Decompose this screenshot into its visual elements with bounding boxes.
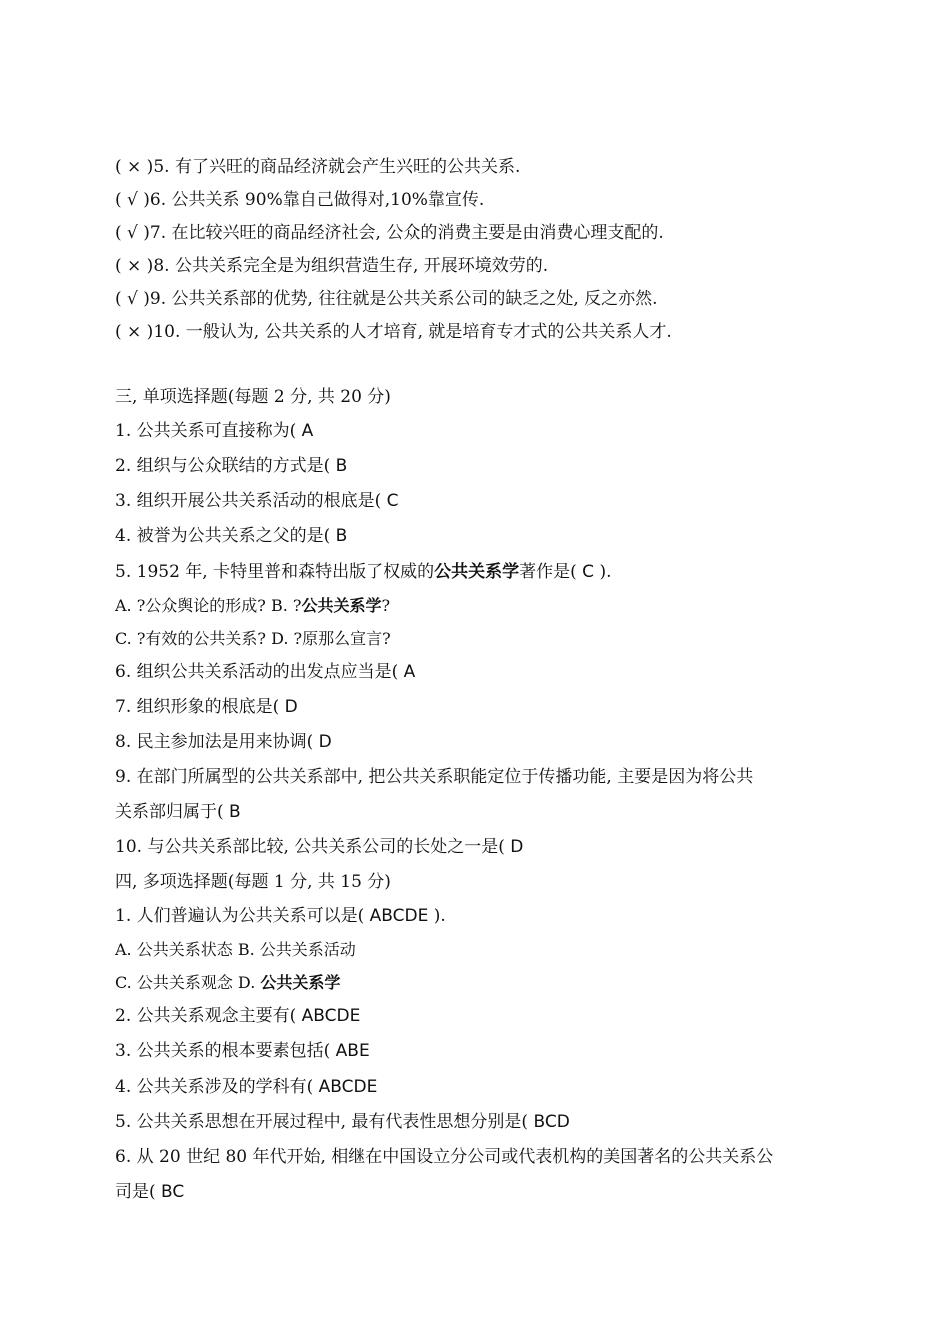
question-text: 4. 被誉为公共关系之父的是( xyxy=(115,526,331,546)
question-text: 5. 公共关系思想在开展过程中, 最有代表性思想分别是( xyxy=(115,1112,529,1132)
judgement-mark: ( × ) xyxy=(115,157,154,177)
option-end: ? xyxy=(381,596,391,615)
answer: ABE xyxy=(330,1041,370,1061)
question-text: 5. 1952 年, 卡特里普和森特出版了权威的 xyxy=(115,562,435,582)
question-text: 8. 民主参加法是用来协调( xyxy=(115,732,314,752)
answer: ABCDE xyxy=(313,1077,378,1097)
section-heading-multi-choice: 四, 多项选择题(每题 1 分, 共 15 分) xyxy=(115,872,391,892)
bold-term: 公共关系学 xyxy=(260,973,341,992)
question-text: 2. 公共关系观念主要有( xyxy=(115,1006,297,1026)
answer: D xyxy=(279,697,298,717)
question-text: 6. 组织公共关系活动的出发点应当是( xyxy=(115,662,399,682)
question-end: ). xyxy=(599,562,612,582)
question-text: 3. 公共关系的根本要素包括( xyxy=(115,1041,331,1061)
answer: C xyxy=(576,562,600,582)
single-question-6 xyxy=(115,661,415,683)
judgement-item-9 xyxy=(115,288,658,310)
answer: C xyxy=(381,491,399,511)
answer: D xyxy=(313,732,332,752)
question-text: 关系部归属于( xyxy=(115,802,224,822)
single-question-1 xyxy=(115,420,313,442)
judgement-text: 6. 公共关系 90%靠自己做得对,10%靠宣传. xyxy=(149,190,485,210)
judgement-text: 8. 公共关系完全是为组织营造生存, 开展环境效劳的. xyxy=(153,256,549,276)
judgement-text: 5. 有了兴旺的商品经济就会产生兴旺的公共关系. xyxy=(153,157,521,177)
single-question-5 xyxy=(115,561,611,583)
single-question-9-line-2 xyxy=(115,801,241,823)
question-text: 1. 公共关系可直接称为( xyxy=(115,421,297,441)
question-text: 3. 组织开展公共关系活动的根底是( xyxy=(115,491,382,511)
answer: D xyxy=(504,837,524,857)
judgement-item-7 xyxy=(115,222,664,244)
multi-question-6-line-1: 6. 从 20 世纪 80 年代开始, 相继在中国设立分公司或代表机构的美国著名的公共关系公 xyxy=(115,1147,774,1167)
bold-term: 公共关系学 xyxy=(301,596,382,615)
option-text: C. 公共关系观念 D. xyxy=(115,973,261,992)
single-question-5-options-cd: C. ?有效的公共关系? D. ?原那么宣言? xyxy=(115,629,391,648)
question-text: 1. 人们普遍认为公共关系可以是( xyxy=(115,906,365,926)
answer: ABCDE xyxy=(364,906,434,926)
answer: B xyxy=(330,456,348,476)
multi-question-6-line-2 xyxy=(115,1181,184,1203)
single-question-4 xyxy=(115,525,347,547)
question-text: 司是( xyxy=(115,1182,156,1202)
question-text: 10. 与公共关系部比较, 公共关系公司的长处之一是( xyxy=(115,837,505,857)
question-end: ). xyxy=(433,906,446,926)
judgement-mark: ( × ) xyxy=(115,322,154,342)
judgement-text: 7. 在比较兴旺的商品经济社会, 公众的消费主要是由消费心理支配的. xyxy=(149,223,664,243)
judgement-item-6 xyxy=(115,189,484,211)
judgement-item-5 xyxy=(115,156,520,178)
judgement-text: 10. 一般认为, 公共关系的人才培育, 就是培育专才式的公共关系人才. xyxy=(153,322,672,342)
single-question-7 xyxy=(115,696,298,718)
answer: BCD xyxy=(528,1112,570,1132)
multi-question-1-options-ab: A. 公共关系状态 B. 公共关系活动 xyxy=(115,940,356,959)
question-text: 7. 组织形象的根底是( xyxy=(115,697,280,717)
question-text-cont: 著作是( xyxy=(519,562,577,582)
option-text: A. ?公众舆论的形成? B. ? xyxy=(115,596,302,615)
answer: B xyxy=(223,802,241,822)
multi-question-1-options-cd xyxy=(115,972,340,994)
answer: A xyxy=(398,662,416,682)
answer: A xyxy=(296,421,314,441)
question-text: 4. 公共关系涉及的学科有( xyxy=(115,1077,314,1097)
multi-question-5 xyxy=(115,1111,570,1133)
single-question-3 xyxy=(115,490,399,512)
judgement-mark: ( √ ) xyxy=(115,223,150,243)
judgement-mark: ( √ ) xyxy=(115,289,150,309)
judgement-text: 9. 公共关系部的优势, 往往就是公共关系公司的缺乏之处, 反之亦然. xyxy=(149,289,658,309)
question-text: 2. 组织与公众联结的方式是( xyxy=(115,456,331,476)
single-question-9-line-1: 9. 在部门所属型的公共关系部中, 把公共关系职能定位于传播功能, 主要是因为将公共 xyxy=(115,767,754,787)
judgement-mark: ( × ) xyxy=(115,256,154,276)
bold-term: 公共关系学 xyxy=(434,562,520,582)
judgement-item-8 xyxy=(115,255,548,277)
judgement-item-10 xyxy=(115,321,672,343)
answer: ABCDE xyxy=(296,1006,361,1026)
answer: B xyxy=(330,526,348,546)
answer: BC xyxy=(155,1182,185,1202)
single-question-2 xyxy=(115,455,347,477)
single-question-8 xyxy=(115,731,332,753)
single-question-5-options-ab xyxy=(115,595,390,617)
multi-question-1 xyxy=(115,905,446,927)
multi-question-4 xyxy=(115,1076,377,1098)
multi-question-2 xyxy=(115,1005,360,1027)
multi-question-3 xyxy=(115,1040,370,1062)
single-question-10 xyxy=(115,836,523,858)
judgement-mark: ( √ ) xyxy=(115,190,150,210)
section-heading-single-choice: 三, 单项选择题(每题 2 分, 共 20 分) xyxy=(115,387,391,407)
